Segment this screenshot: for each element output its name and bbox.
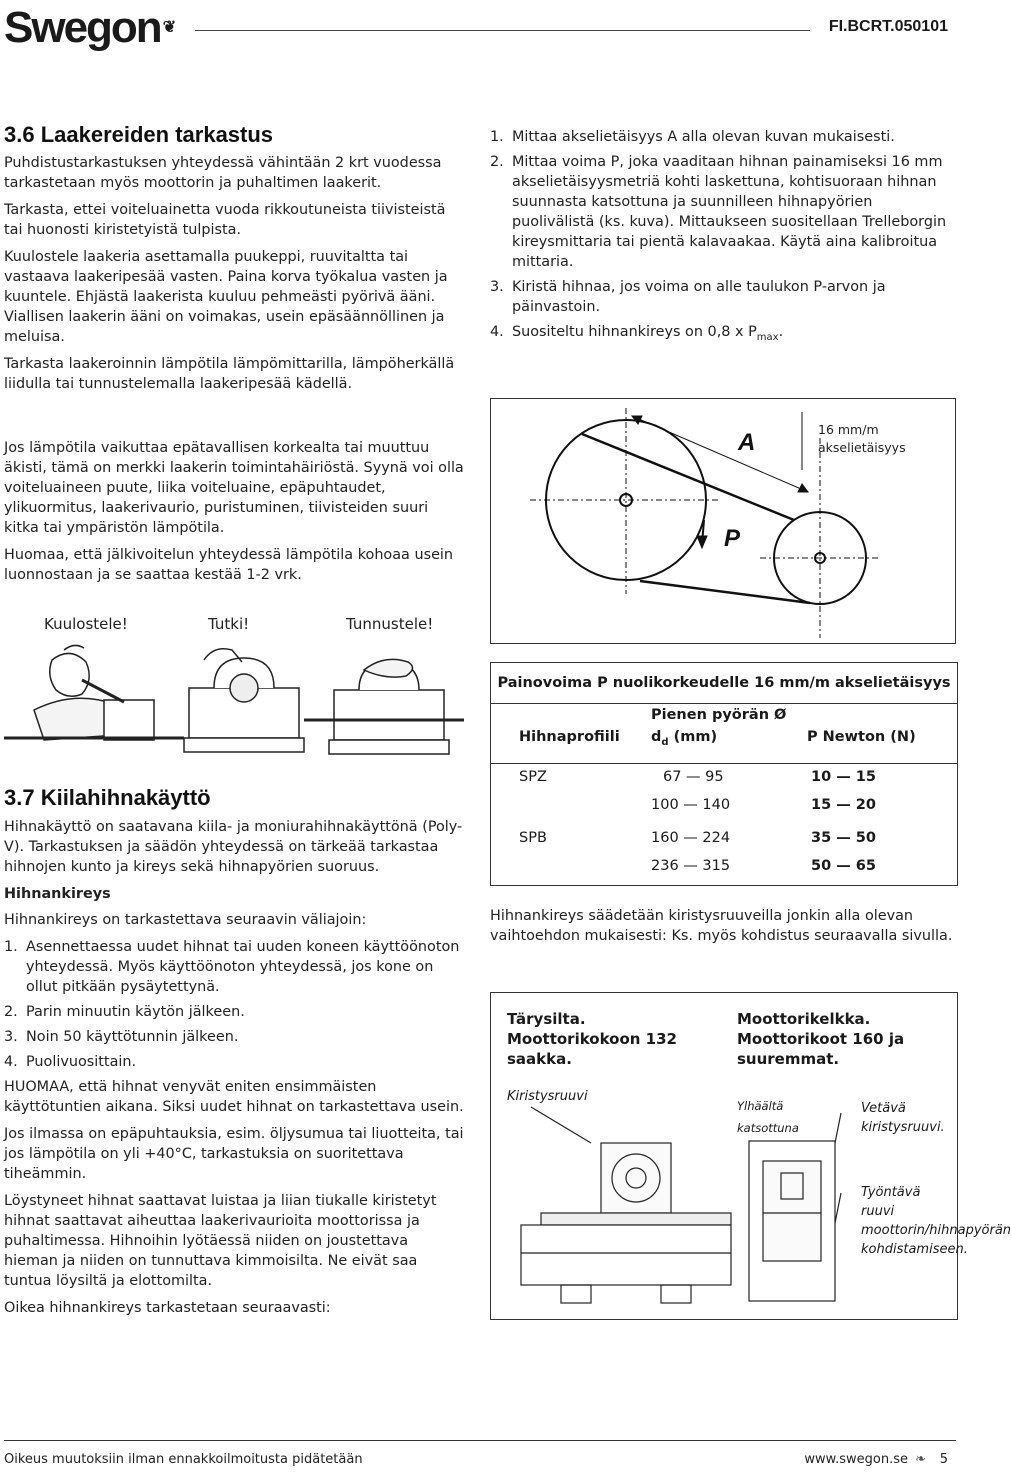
col-header-diameter-2 [651,729,717,748]
item-number: 2. [4,1004,18,1020]
list-item [490,277,956,317]
table-cell: 10 — 15 [811,769,876,785]
belt-force-table [490,662,958,886]
section-3-6-title: 3.6 Laakereiden tarkastus [4,122,274,147]
paragraph: Jos ilmassa on epäpuhtauksia, esim. öljysumua tai liuotteita, tai jos lämpötila on yli +40°C, tarkastuksia on suoritettava tiheämmin. [4,1126,464,1182]
section-3-7-title: 3.7 Kiilahihnakäyttö [4,785,211,810]
item-number: 3. [4,1029,18,1045]
motor-mount-box [490,992,1011,1320]
item-number: 2. [490,154,504,170]
label-vetava: Vetävä kiristysruuvi. [861,1101,945,1135]
paragraph: Kuulostele laakeria asettamalla puukeppi, ruuvitaltta tai vastaava laakeripesää vasten. Paina korva työkalua vasten ja kuuntele. Ehjästä laakerista kuuluu pehmeästi pyörivä ääni. Viallisen laakerin ääni on voimakas, usein epäsäännöllinen ja meluisa. [4,249,448,345]
section-3-6-text-2 [4,438,466,592]
paragraph: Hihnakäyttö on saatavana kiila- ja moniurahihnakäyttönä (Poly-V). Tarkastuksen ja säädön yhteydessä on tärkeää tarkastaa hihnojen kunto ja kireys sekä hihnapyörien suoruus. [4,819,463,875]
paragraph: HUOMAA, että hihnat venyvät eniten ensimmäisten käyttötuntien aikana. Siksi uudet hihnat on tarkastettava usein. [4,1079,464,1115]
table-divider [491,763,957,764]
table-cell: 15 — 20 [811,797,876,813]
item-text: Mittaa akselietäisyys A alla olevan kuvan mukaisesti. [512,129,895,145]
section-3-7-text [4,817,466,1325]
list-item [4,1052,466,1072]
item-text: Noin 50 käyttötunnin jälkeen. [26,1029,239,1045]
doc-code: FI.BCRT.050101 [828,18,948,35]
d-symbol: d [651,729,662,745]
paragraph: Huomaa, että jälkivoitelun yhteydessä lämpötila kohoaa usein luonnostaan ja se saattaa kestää 1-2 vrk. [4,547,454,583]
paragraph: Jos lämpötila vaikuttaa epätavallisen korkealta tai muuttuu äkisti, tämä on merkki laakerin toimintahäiriöstä. Syynä voi olla voiteluaineen puute, liika voiteluaine, epäpuhtaudet, ylikuormitus, laakerivaurio, puristuminen, tiivisteiden suuri kitka tai ympäristön lämpötila. [4,440,464,536]
note-line-2: akselietäisyys [818,440,906,455]
table-cell: 100 — 140 [651,797,731,813]
item-text [512,322,783,348]
list-item [4,937,466,997]
paragraph: Oikea hihnankireys tarkastetaan seuraavasti: [4,1300,331,1316]
list-item [4,1027,466,1047]
paragraph: Tarkasta, ettei voiteluainetta vuoda rikkoutuneista tiivisteistä tai huonosti kiristetyistä tulpista. [4,202,446,238]
table-cell: 50 — 65 [811,858,876,874]
label-kuulostele: Kuulostele! [44,615,128,633]
paragraph: Puhdistustarkastuksen yhteydessä vähintään 2 krt vuodessa tarkastetaan myös moottorin ja puhaltimen laakerit. [4,155,442,191]
measure-steps [490,127,956,353]
mount-right-title: Moottorikelkka. Moottorikoot 160 ja suuremmat. [737,1010,905,1068]
paragraph: Löystyneet hihnat saattavat luistaa ja liian tiukalle kiristetyt hihnat saattavat aiheuttaa laakerivaurioita moottorissa ja puhaltimessa. Hihnoihin lyötäessä niiden on joustettava hieman ja niiden on tunnuttava kimmoisilta. Ne eivät saa tuntua löysiltä ja elottomilta. [4,1193,437,1289]
item-text: Mittaa voima P, joka vaaditaan hihnan painamiseksi 16 mm akselietäisyysmetriä kohti laskettuna, kohtisuoraan hihnan suunnasta katsottuna ja suunnilleen hihnapyörien puolivälistä (ks. kuva). Mittaukseen suositellaan Trelleborgin kireysmittaria tai pientä kalavaakaa. Käytä aina kalibroitua mittaria. [512,154,947,270]
col-header-profile: Hihnaprofiili [519,729,620,745]
subheading-hihnankireys: Hihnankireys [4,886,111,902]
interval-list [4,937,466,1072]
list-item [490,152,956,272]
item-number: 1. [490,129,504,145]
leaf-icon: ❦ [162,19,175,36]
col-header-diameter: Pienen pyörän Ø [651,707,787,723]
label-a: A [738,429,756,456]
item-number: 3. [490,279,504,295]
label-ylhaalta: Ylhäältä katsottuna [737,1099,799,1135]
label-kiristysruuvi: Kiristysruuvi [507,1089,588,1104]
label-p: P [724,525,741,552]
subscript: max [756,331,779,343]
paragraph: Tarkasta laakeroinnin lämpötila lämpömittarilla, lämpöherkällä liidulla tai tunnustelemalla laakeripesää kädellä. [4,356,455,392]
table-cell: SPB [519,830,547,846]
adjust-paragraph: Hihnankireys säädetään kiristysruuveilla jonkin alla olevan vaihtoehdon mukaisesti: Ks. myös kohdistus seuraavalla sivulla. [490,908,953,944]
table-cell: 67 — 95 [663,769,724,785]
table-title: Painovoima P nuolikorkeudelle 16 mm/m akselietäisyys [491,663,957,704]
col-header-force: P Newton (N) [807,729,916,745]
section-3-6-text [4,153,466,401]
unit: (mm) [668,729,718,745]
item-text: Asennettaessa uudet hihnat tai uuden koneen käyttöönoton yhteydessä. Myös käyttöönoton yhteydessä, jos kone on ollut pitkään pysäytettynä. [26,939,460,995]
list-item [490,322,956,348]
footer-website[interactable]: www.swegon.se [804,1452,908,1467]
table-cell: 35 — 50 [811,830,876,846]
label-tutki: Tutki! [208,615,250,633]
belt-tension-diagram [490,398,956,644]
tension-text: Suositeltu hihnankireys on 0,8 x P [512,324,757,340]
list-item [490,127,956,147]
table-cell: SPZ [519,769,547,785]
mount-left-title: Tärysilta. Moottorikokoon 132 saakka. [507,1010,677,1068]
d-subscript: d [661,736,669,748]
list-item [4,1002,466,1022]
paragraph: Hihnankireys on tarkastettava seuraavin väliajoin: [4,912,367,928]
note-line-1: 16 mm/m [818,422,879,437]
motor-mount-drawing [501,1103,841,1313]
item-text: Kiristä hihnaa, jos voima on alle taulukon P-arvon ja päinvastoin. [512,279,886,315]
page-number: 5 [939,1452,948,1467]
table-cell: 236 — 315 [651,858,731,874]
item-text: Puolivuosittain. [26,1054,137,1070]
bearing-inspection-illustration [4,640,464,760]
header-rule [195,30,810,31]
item-text: Parin minuutin käytön jälkeen. [26,1004,245,1020]
item-number: 1. [4,939,18,955]
label-tyontava: Työntävä ruuvi moottorin/hihnapyörän kohdistamiseen. [861,1185,1011,1257]
footer-rule [4,1440,956,1441]
item-number: 4. [490,324,504,340]
item-number: 4. [4,1054,18,1070]
period: . [778,324,784,340]
footer-disclaimer: Oikeus muutoksiin ilman ennakkoilmoitusta pidätetään [4,1452,363,1467]
leaf-icon: ❧ [915,1452,926,1467]
swegon-logo: Swegon ❦ [4,3,175,52]
table-cell: 160 — 224 [651,830,731,846]
label-tunnustele: Tunnustele! [346,615,434,633]
